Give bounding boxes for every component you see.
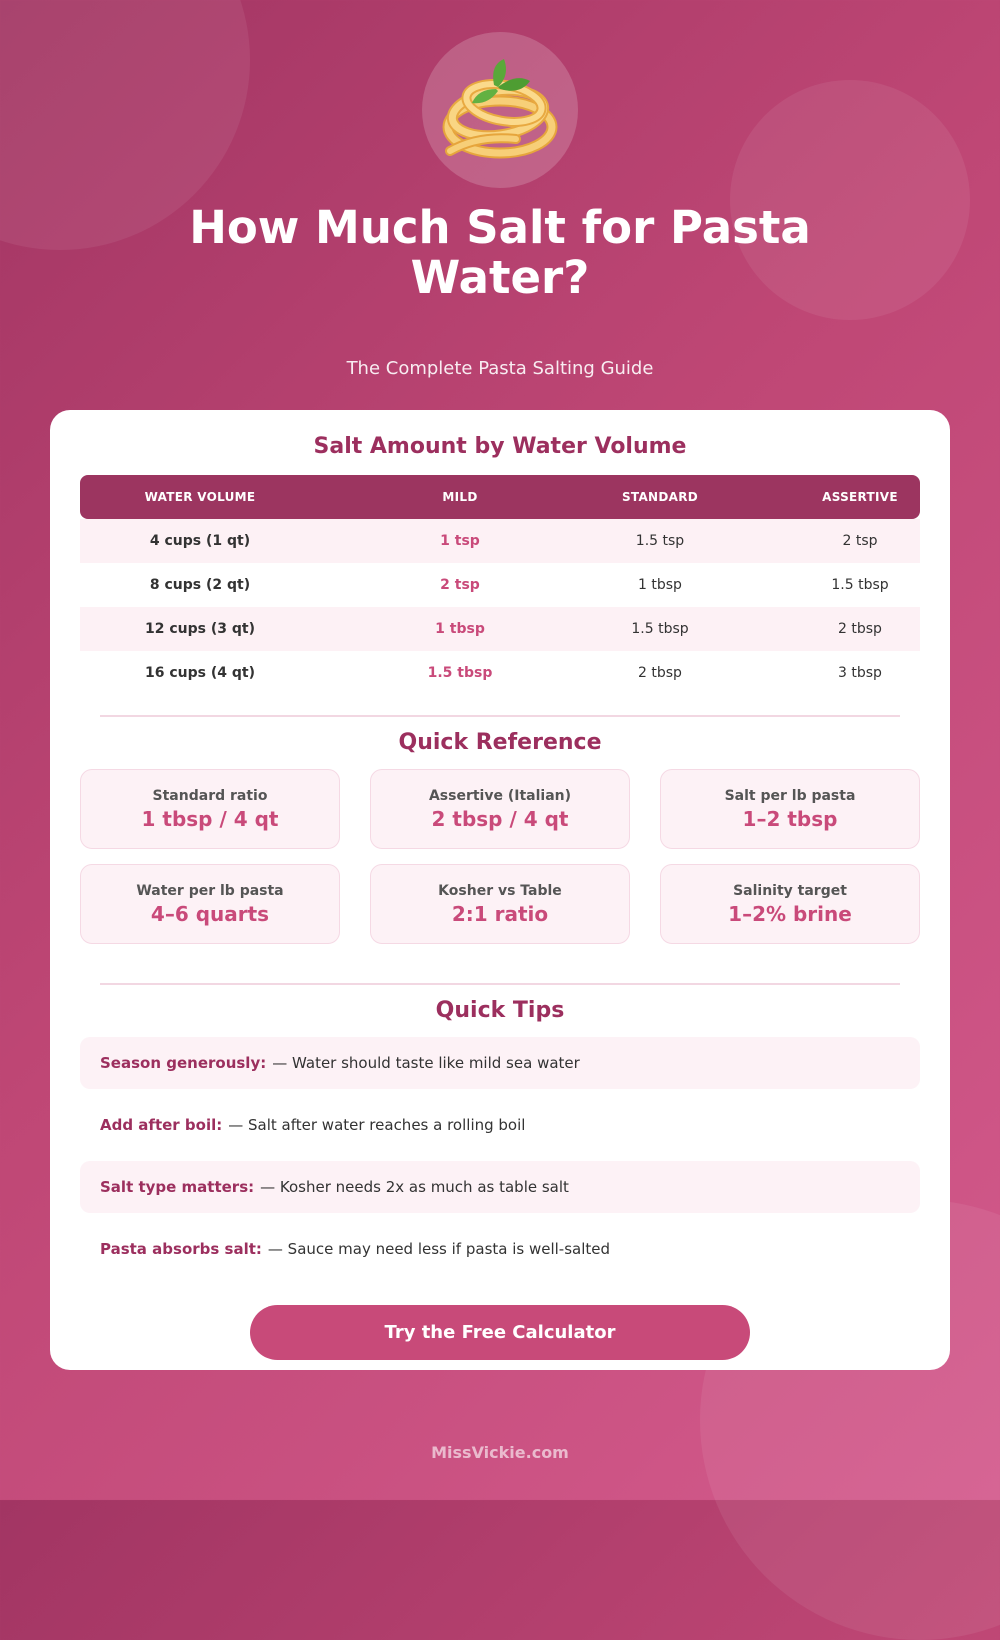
quick-tips-list [80, 1037, 920, 1285]
cell-assertive: 2 tsp [842, 533, 878, 549]
reference-label: Salinity target [733, 883, 847, 899]
cell-standard: 2 tbsp [638, 665, 682, 681]
cell-mild: 1.5 tbsp [427, 665, 493, 681]
tip-item [80, 1161, 920, 1213]
page-subtitle: The Complete Pasta Salting Guide [346, 358, 654, 379]
cell-water-volume: 16 cups (4 qt) [145, 665, 255, 681]
reference-card [660, 864, 920, 944]
column-header-mild: MILD [442, 490, 478, 504]
column-header-standard: STANDARD [621, 490, 699, 504]
salt-table-title: Salt Amount by Water Volume [313, 434, 687, 459]
cell-water-volume: 12 cups (3 qt) [145, 621, 255, 637]
cell-water-volume: 8 cups (2 qt) [149, 577, 251, 593]
cell-assertive: 3 tbsp [838, 665, 882, 681]
cell-standard: 1.5 tbsp [631, 621, 689, 637]
reference-value: 2 tbsp / 4 qt [431, 807, 569, 831]
cell-assertive: 1.5 tbsp [831, 577, 889, 593]
quick-reference-title: Quick Reference [398, 730, 602, 755]
column-header-assertive: ASSERTIVE [822, 490, 898, 504]
cell-mild: 1 tsp [440, 533, 480, 549]
cell-assertive: 2 tbsp [838, 621, 882, 637]
tip-label: Season generously: [100, 1054, 267, 1072]
reference-value: 1–2 tbsp [742, 807, 838, 831]
guide-card [50, 410, 950, 1370]
tip-item [80, 1099, 920, 1151]
cell-mild: 2 tsp [440, 577, 480, 593]
cell-mild: 1 tbsp [435, 621, 485, 637]
reference-value: 1–2% brine [728, 902, 852, 926]
reference-card [370, 864, 630, 944]
cell-water-volume: 4 cups (1 qt) [149, 533, 251, 549]
reference-value: 2:1 ratio [451, 902, 549, 926]
cell-standard: 1 tbsp [638, 577, 682, 593]
reference-value: 4–6 quarts [150, 902, 270, 926]
footer-brand: MissVickie.com [431, 1443, 569, 1462]
tip-label: Add after boil: [100, 1116, 223, 1134]
tip-item [80, 1037, 920, 1089]
reference-label: Salt per lb pasta [724, 788, 856, 804]
pasta-nest-icon [422, 32, 578, 188]
reference-card [80, 769, 340, 849]
table-row [80, 651, 920, 695]
reference-label: Standard ratio [152, 788, 268, 804]
reference-card [80, 864, 340, 944]
try-calculator-button[interactable]: Try the Free Calculator [250, 1305, 750, 1360]
reference-label: Assertive (Italian) [428, 788, 572, 804]
table-header [80, 475, 920, 519]
salt-amount-table [80, 475, 920, 695]
tip-text: — Sauce may need less if pasta is well-salted [267, 1240, 611, 1258]
section-divider [100, 983, 900, 985]
reference-card [660, 769, 920, 849]
tip-text: — Kosher needs 2x as much as table salt [260, 1178, 569, 1196]
reference-label: Kosher vs Table [438, 883, 562, 899]
cell-standard: 1.5 tsp [635, 533, 685, 549]
tip-text: — Water should taste like mild sea water [272, 1054, 580, 1072]
tip-item [80, 1223, 920, 1275]
table-row [80, 607, 920, 651]
reference-card [370, 769, 630, 849]
tip-label: Pasta absorbs salt: [100, 1240, 262, 1258]
reference-value: 1 tbsp / 4 qt [141, 807, 279, 831]
reference-label: Water per lb pasta [136, 883, 284, 899]
section-divider [100, 715, 900, 717]
quick-tips-title: Quick Tips [435, 998, 565, 1023]
page-title: How Much Salt for Pasta Water? [189, 201, 811, 304]
tip-text: — Salt after water reaches a rolling boil [228, 1116, 526, 1134]
table-row [80, 519, 920, 563]
column-header-water-volume: WATER VOLUME [144, 490, 256, 504]
table-row [80, 563, 920, 607]
tip-label: Salt type matters: [100, 1178, 255, 1196]
